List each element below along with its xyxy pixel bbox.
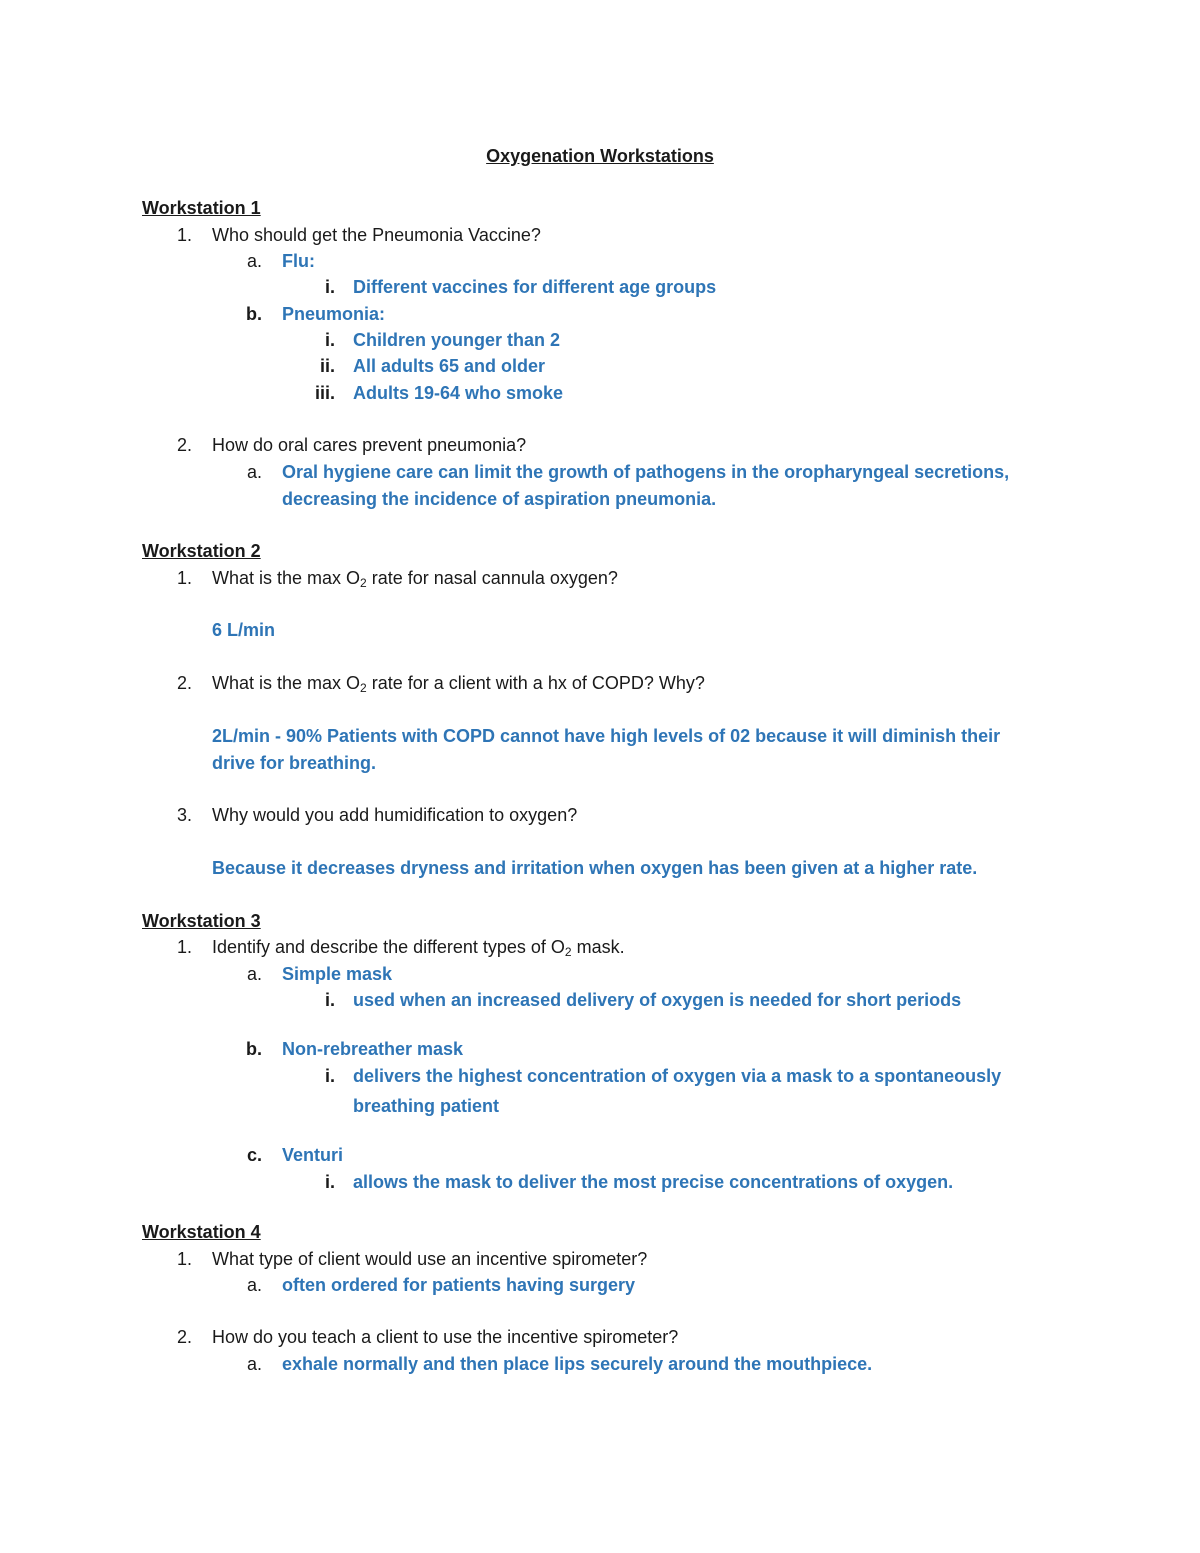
list-number: 2. [176,673,192,693]
list-roman: i. [324,277,335,297]
list-number: 1. [176,225,192,245]
answer-text: allows the mask to deliver the most precise concentrations of oxygen. [353,1172,954,1192]
list-roman: i. [324,330,335,350]
answer-text: Oral hygiene care can limit the growth of pathogens in the oropharyngeal secretions, [282,462,1010,482]
answer-text: Pneumonia: [282,304,386,324]
list-number: 1. [176,1249,192,1269]
workstation-4-heading: Workstation 4 [142,1222,261,1242]
list-letter: a. [246,1275,262,1295]
document-title: Oxygenation Workstations [486,146,714,166]
list-roman: ii. [319,356,335,376]
answer-text: All adults 65 and older [353,356,546,376]
list-letter: b. [246,304,262,324]
answer-text: often ordered for patients having surgery [282,1275,636,1295]
question-text: What type of client would use an incentive spirometer? [212,1249,648,1269]
answer-text: Adults 19-64 who smoke [353,383,564,403]
answer-text: used when an increased delivery of oxygen is needed for short periods [353,990,962,1010]
question-text: What is the $\max O_2$ rate for nasal cannula oxygen? [212,568,618,590]
answer-text: Different vaccines for different age groups [353,277,717,297]
list-number: 2. [176,1327,192,1347]
list-letter: a. [246,1354,262,1374]
question-text: Identify and describe the different types of $O_2$ mask. [212,937,625,959]
answer-text: 2L/min - 90% Patients with COPD cannot have high levels of 02 because it will diminish their [212,726,1001,746]
list-number: 1. [176,568,192,588]
question-text: How do oral cares prevent pneumonia? [212,435,527,455]
answer-text: Non-rebreather mask [282,1039,464,1059]
answer-text: breathing patient [353,1096,500,1116]
workstation-3-heading: Workstation 3 [142,911,261,931]
answer-text: Simple mask [282,964,393,984]
answer-text: 6 L/min [212,620,276,640]
question-text: What is the $\max O_2$ rate for a client with a hx of COPD? Why? [212,673,705,695]
answer-text: drive for breathing. [212,753,377,773]
list-number: 3. [176,805,192,825]
answer-text: Because it decreases dryness and irritation when oxygen has been given at a higher rate. [212,858,978,878]
list-letter: c. [246,1145,262,1165]
list-number: 2. [176,435,192,455]
answer-text: delivers the highest concentration of oxygen via a mask to a spontaneously [353,1066,1002,1086]
answer-text: decreasing the incidence of aspiration pneumonia. [282,489,717,509]
workstation-2-heading: Workstation 2 [142,541,261,561]
list-roman: i. [324,1066,335,1086]
list-letter: b. [246,1039,262,1059]
list-roman: i. [324,1172,335,1192]
list-letter: a. [246,251,262,271]
question-text: Why would you add humidification to oxygen? [212,805,578,825]
answer-text: Children younger than 2 [353,330,561,350]
answer-text: Venturi [282,1145,344,1165]
list-letter: a. [246,964,262,984]
workstation-1-heading: Workstation 1 [142,198,261,218]
list-roman: i. [324,990,335,1010]
list-roman: iii. [314,383,335,403]
list-number: 1. [176,937,192,957]
question-text: How do you teach a client to use the incentive spirometer? [212,1327,679,1347]
answer-text: Flu: [282,251,315,271]
answer-text: exhale normally and then place lips securely around the mouthpiece. [282,1354,873,1374]
list-letter: a. [246,462,262,482]
question-text: Who should get the Pneumonia Vaccine? [212,225,541,245]
